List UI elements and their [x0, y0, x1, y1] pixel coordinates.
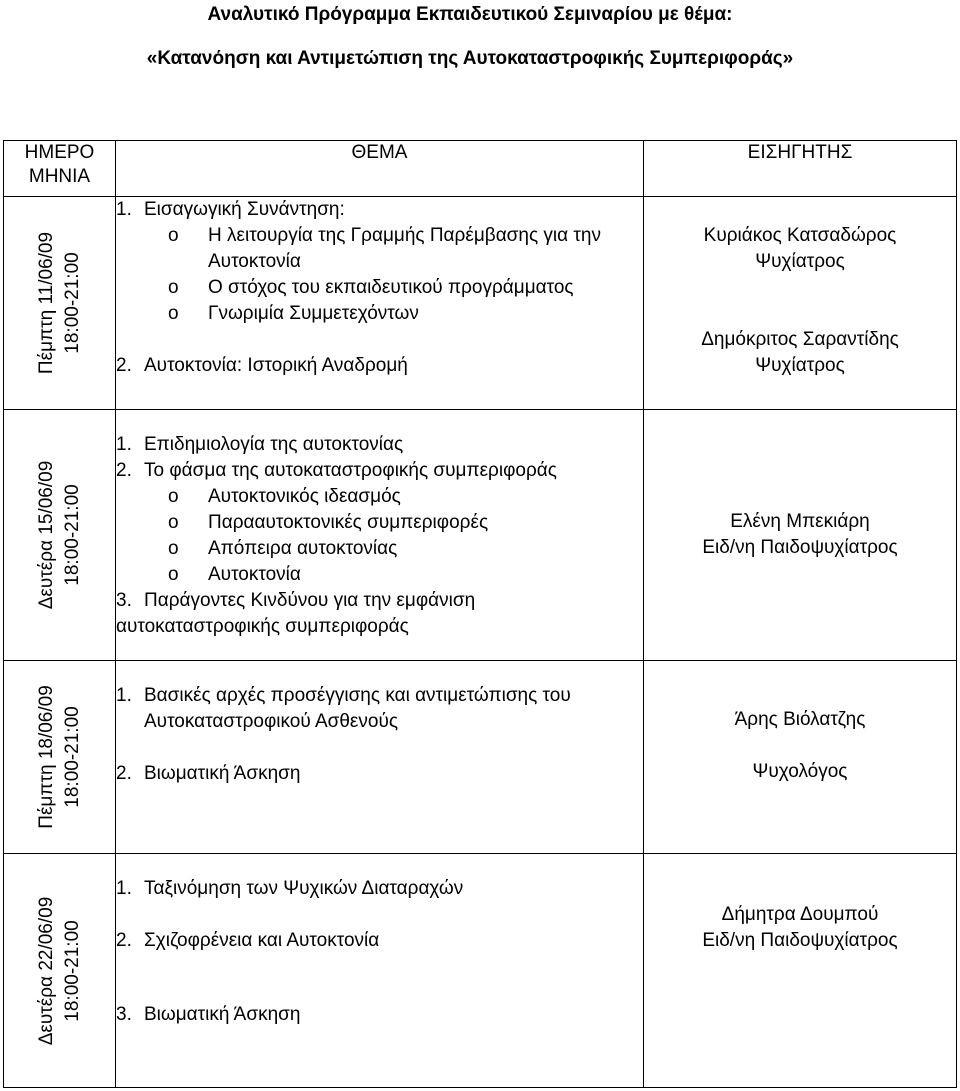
topic-subitem: o Ο στόχος του εκπαιδευτικού προγράμματος — [168, 277, 574, 298]
speaker-name: Κυριάκος Κατσαδώρος — [703, 225, 897, 246]
topic-subitem: o Η λειτουργία της Γραμμής Παρέμβασης για την Αυτοκτονία — [168, 225, 601, 272]
session-day: Δευτέρα 22/06/09 — [35, 896, 57, 1045]
session-day: Δευτέρα 15/06/09 — [35, 460, 57, 610]
session-day: Πέμπτη 11/06/09 — [35, 231, 57, 375]
session-row — [4, 410, 957, 661]
speaker-name: Δημόκριτος Σαραντίδης — [701, 329, 899, 350]
program-table — [3, 140, 957, 1088]
document-subtitle: «Κατανόηση και Αντιμετώπιση της Αυτοκαταστροφικής Συμπεριφοράς» — [146, 48, 794, 69]
document-title: Αναλυτικό Πρόγραμμα Εκπαιδευτικού Σεμιναρίου με θέμα: — [207, 4, 733, 25]
session-speakers — [644, 854, 957, 1088]
topic-item: 1. Ταξινόμηση των Ψυχικών Διαταραχών — [116, 878, 464, 899]
topic-subitem: o Παρααυτοκτονικές συμπεριφορές — [168, 512, 489, 533]
topic-item: 1. Εισαγωγική Συνάντηση: — [116, 199, 345, 220]
session-time: 18:00-21:00 — [61, 706, 83, 808]
topic-item: 3. Βιωματική Άσκηση — [116, 1004, 301, 1025]
header-row — [4, 141, 957, 197]
header-topic: ΘΕΜΑ — [116, 141, 644, 197]
speaker-name: Δήμητρα Δουμπού — [721, 904, 879, 925]
speaker-role: Ψυχολόγος — [752, 761, 848, 782]
session-topic — [116, 410, 644, 661]
session-speakers — [644, 197, 957, 410]
session-time: 18:00-21:00 — [61, 919, 83, 1022]
speaker-role: Ειδ/νη Παιδοψυχίατρος — [702, 537, 898, 558]
topic-subitem: o Απόπειρα αυτοκτονίας — [168, 538, 398, 559]
speaker-role: Ειδ/νη Παιδοψυχίατρος — [702, 930, 898, 951]
speaker-name: Ελένη Μπεκιάρη — [730, 511, 870, 532]
topic-item: 2. Βιωματική Άσκηση — [116, 763, 301, 784]
topic-item: 1. Επιδημιολογία της αυτοκτονίας — [116, 434, 404, 455]
topic-item: 2. Αυτοκτονία: Ιστορική Αναδρομή — [116, 355, 408, 376]
session-day: Πέμπτη 18/06/09 — [35, 685, 57, 829]
topic-subitem: o Αυτοκτονικός ιδεασμός — [168, 486, 401, 507]
header-date: ΗΜΕΡΟ ΜΗΝΙΑ — [4, 141, 116, 197]
session-topic — [116, 854, 644, 1088]
speaker-role: Ψυχίατρος — [755, 251, 845, 272]
topic-subitem: o Αυτοκτονία — [168, 564, 301, 585]
session-date — [4, 197, 116, 410]
speaker-name: Άρης Βιόλατζης — [734, 709, 866, 730]
session-row — [4, 661, 957, 854]
topic-item: 3. Παράγοντες Κινδύνου για την εμφάνιση αυτοκαταστροφικής συμπεριφοράς — [116, 590, 476, 637]
topic-item: 1. Βασικές αρχές προσέγγισης και αντιμετώπισης του Αυτοκαταστροφικού Ασθενούς — [116, 685, 571, 732]
session-date — [4, 410, 116, 661]
speaker-role: Ψυχίατρος — [755, 355, 845, 376]
session-date — [4, 661, 116, 854]
session-time: 18:00-21:00 — [61, 484, 83, 586]
session-time: 18:00-21:00 — [61, 252, 83, 354]
topic-subitem: o Γνωριμία Συμμετεχόντων — [168, 303, 419, 324]
session-topic — [116, 661, 644, 854]
session-row — [4, 854, 957, 1088]
session-speakers — [644, 410, 957, 661]
header-speaker: ΕΙΣΗΓΗΤΗΣ — [644, 141, 957, 197]
session-topic — [116, 197, 644, 410]
topic-item: 2. Το φάσμα της αυτοκαταστροφικής συμπεριφοράς — [116, 460, 557, 481]
session-speakers — [644, 661, 957, 854]
session-date — [4, 854, 116, 1088]
session-row — [4, 197, 957, 410]
topic-item: 2. Σχιζοφρένεια και Αυτοκτονία — [116, 930, 380, 951]
